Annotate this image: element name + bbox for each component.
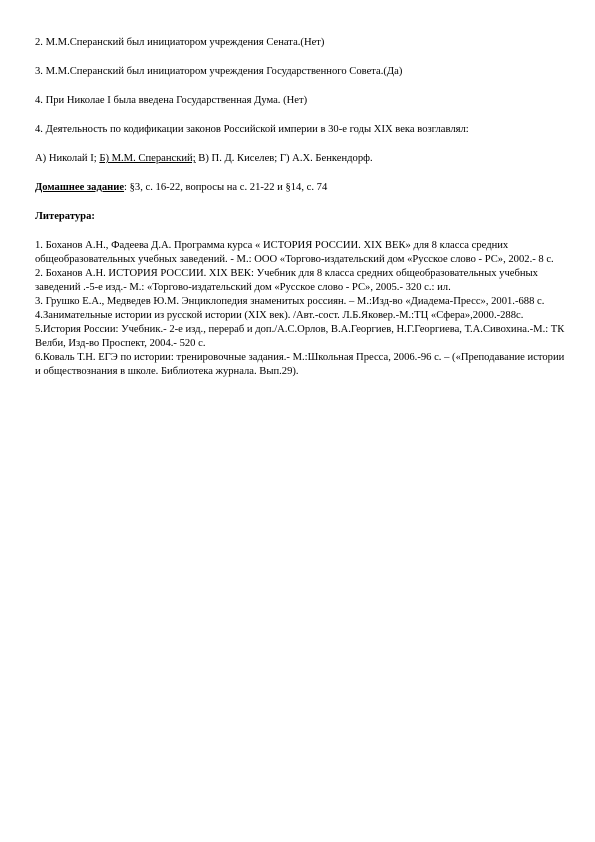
statement-council: 3. М.М.Сперанский был инициатором учреждения Государственного Совета.(Да) [35,66,403,77]
literature-item: 6.Коваль Т.Н. ЕГЭ по истории: тренировочные задания.- М.:Школьная Пресса, 2006.-96 с. – («Преподавание истории и обществознания в школе. Библиотека журнала. Вып.29). [35,352,565,377]
literature-item: 5.История России: Учебник.- 2-е изд., перераб и доп./А.С.Орлов, В.А.Георгиев, Н.Г.Георгиева, Т.А.Сивохина.-М.: ТК Велби, Изд-во Проспект, 2004.- 520 с. [35,324,565,349]
literature-item: 3. Грушко Е.А., Медведев Ю.М. Энциклопедия знаменитых россиян. – М.:Изд-во «Диадема-Пресс», 2001.-688 с. [35,296,545,307]
literature-item: 1. Боханов А.Н., Фадеева Д.А. Программа курса « ИСТОРИЯ РОССИИ. XIX ВЕК» для 8 класса средних общеобразовательных учебных заведений. - М.: ООО «Торгово-издательский дом «Русское слово - РС», 2002.- 8 с. [35,240,554,265]
document-page [35,36,565,379]
answer-v: В) П. Д. Киселев; [198,153,278,164]
answer-g: Г) А.Х. Бенкендорф. [279,153,373,164]
literature-item: 4.Занимательные истории из русской истории (XIX век). /Авт.-сост. Л.Б.Яковер.-М.:ТЦ «Сфера»,2000.-288с. [35,310,524,321]
statement-duma: 4. При Николае I была введена Государственная Дума. (Нет) [35,95,308,106]
homework-label: Домашнее задание [35,182,125,193]
literature-list [35,239,565,379]
answer-b-correct: Б) М.М. Сперанский; [99,153,196,164]
answer-options [35,152,565,166]
literature-item: 2. Боханов А.Н. ИСТОРИЯ РОССИИ. XIX ВЕК: Учебник для 8 класса средних общеобразовательных учебных заведений .-5-е изд.- М.: «Торгово-издательский дом «Русское слово - РС», 2005.- 320 с.: ил. [35,268,538,293]
homework [35,181,565,195]
homework-text: : §3, с. 16-22, вопросы на с. 21-22 и §14, с. 74 [124,182,328,193]
statement-senate: 2. М.М.Сперанский был инициатором учреждения Сената.(Нет) [35,37,325,48]
question-codification: 4. Деятельность по кодификации законов Российской империи в 30-е годы XIX века возглавлял: [35,124,469,135]
literature-heading: Литература: [35,211,95,222]
answer-a: А) Николай I; [35,153,97,164]
